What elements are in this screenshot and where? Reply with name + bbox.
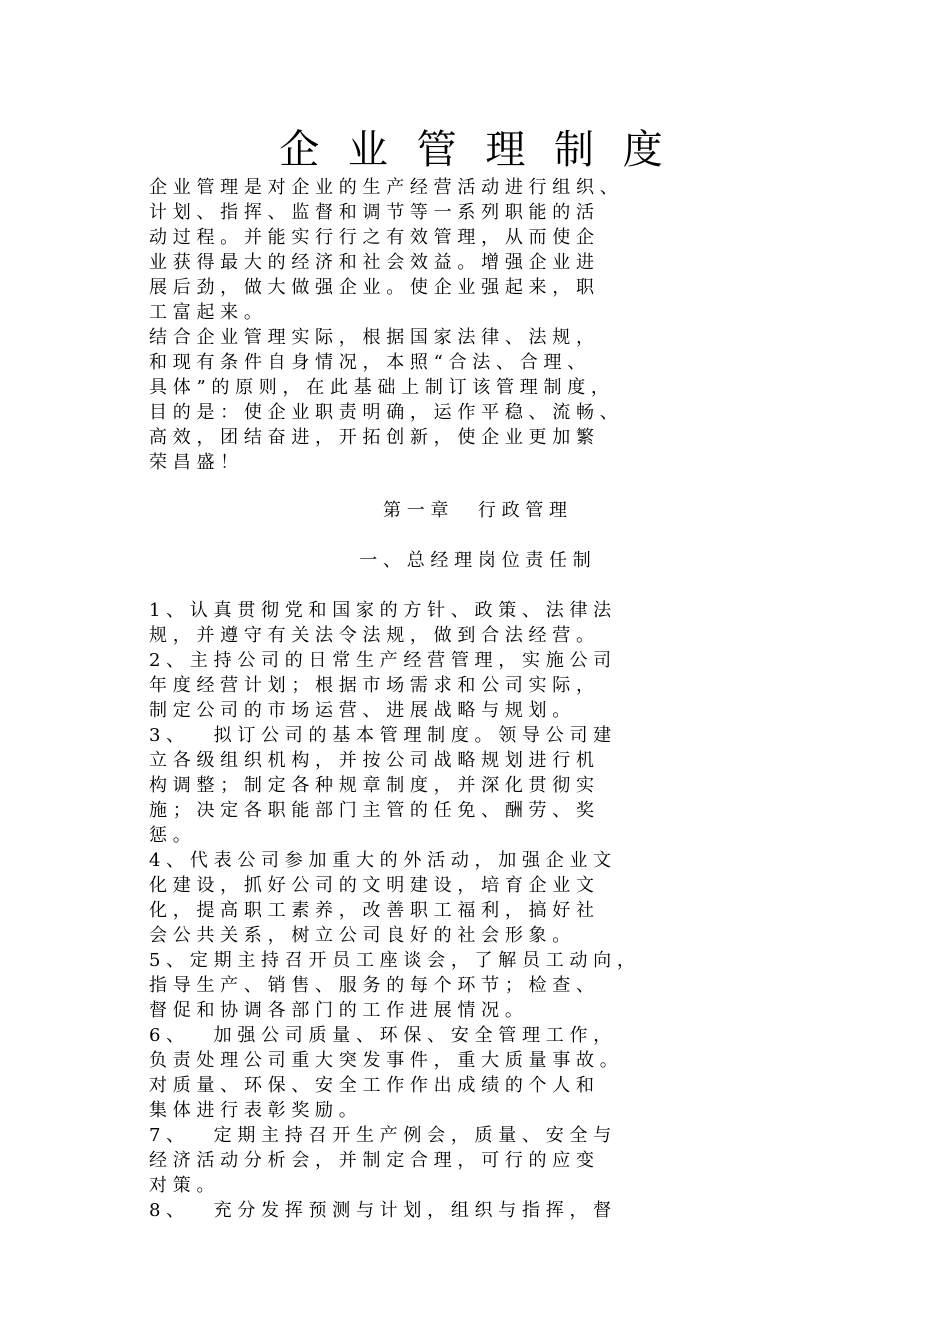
intro-line: 企 业 管 理 是 对 企 业 的 生 产 经 营 活 动 进 行 组 织 、 (149, 177, 618, 198)
body-line: 施 ； 决 定 各 职 能 部 门 主 管 的 任 免 、 酬 劳 、 奖 (149, 800, 594, 821)
body-line: 指 导 生 产 、 销 售 、 服 务 的 每 个 环 节 ； 检 查 、 (149, 975, 594, 996)
intro-line: 和 现 有 条 件 自 身 情 况 ， 本 照 “ 合 法 、 合 理 、 (149, 352, 586, 373)
body-line: 化 建 设 ， 抓 好 公 司 的 文 明 建 设 ， 培 育 企 业 文 (149, 875, 594, 896)
intro-line: 计 划 、 指 挥 、 监 督 和 调 节 等 一 系 列 职 能 的 活 (149, 202, 594, 223)
intro-line: 荣 昌 盛 ！ (149, 452, 239, 473)
body-line: 会 公 共 关 系 ， 树 立 公 司 良 好 的 社 会 形 象 。 (149, 925, 571, 946)
intro-line: 展 后 劲 ， 做 大 做 强 企 业 。 使 企 业 强 起 来 ， 职 (149, 277, 594, 298)
body-line: 7 、 定 期 主 持 召 开 生 产 例 会 ， 质 量 、 安 全 与 (149, 1125, 612, 1146)
body-line: 督 促 和 协 调 各 部 门 的 工 作 进 展 情 况 。 (149, 1000, 523, 1021)
document-title: 企 业 管 理 制 度 (279, 127, 671, 173)
body-line: 构 调 整 ； 制 定 各 种 规 章 制 度 ， 并 深 化 贯 彻 实 (149, 775, 594, 796)
body-line: 惩 。 (149, 825, 191, 846)
body-line: 经 济 活 动 分 析 会 ， 并 制 定 合 理 ， 可 行 的 应 变 (149, 1150, 594, 1171)
body-line: 1 、 认 真 贯 彻 党 和 国 家 的 方 针 、 政 策 、 法 律 法 (149, 600, 612, 621)
body-line: 3 、 拟 订 公 司 的 基 本 管 理 制 度 。 领 导 公 司 建 (149, 725, 612, 746)
body-line: 集 体 进 行 表 彰 奖 励 。 (149, 1100, 357, 1121)
body-line: 对 质 量 、 环 保 、 安 全 工 作 作 出 成 绩 的 个 人 和 (149, 1075, 594, 1096)
intro-line: 高 效 ， 团 结 奋 进 ， 开 拓 创 新 ， 使 企 业 更 加 繁 (149, 427, 594, 448)
body-line: 4 、 代 表 公 司 参 加 重 大 的 外 活 动 ， 加 强 企 业 文 (149, 850, 612, 871)
body-line: 年 度 经 营 计 划 ； 根 据 市 场 需 求 和 公 司 实 际 ， (149, 675, 594, 696)
body-line: 对 策 。 (149, 1175, 215, 1196)
intro-line: 具 体 ” 的 原 则 ， 在 此 基 础 上 制 订 该 管 理 制 度 ， (149, 377, 609, 398)
body-line: 规 ， 并 遵 守 有 关 法 令 法 规 ， 做 到 合 法 经 营 。 (149, 625, 594, 646)
body-line: 6 、 加 强 公 司 质 量 、 环 保 、 安 全 管 理 工 作 ， (149, 1025, 612, 1046)
intro-line: 业 获 得 最 大 的 经 济 和 社 会 效 益 。 增 强 企 业 进 (149, 252, 594, 273)
body-line: 2 、 主 持 公 司 的 日 常 生 产 经 营 管 理 ， 实 施 公 司 (149, 650, 612, 671)
intro-line: 动 过 程 。 并 能 实 行 行 之 有 效 管 理 ， 从 而 使 企 (149, 227, 594, 248)
intro-line: 结 合 企 业 管 理 实 际 ， 根 据 国 家 法 律 、 法 规 ， (149, 327, 594, 348)
intro-line: 目 的 是 ： 使 企 业 职 责 明 确 ， 运 作 平 稳 、 流 畅 、 (149, 402, 618, 423)
body-line: 8 、 充 分 发 挥 预 测 与 计 划 ， 组 织 与 指 挥 ， 督 (149, 1200, 612, 1221)
body-line: 制 定 公 司 的 市 场 运 营 、 进 展 战 略 与 规 划 。 (149, 700, 571, 721)
body-line: 5 、 定 期 主 持 召 开 员 工 座 谈 会 ， 了 解 员 工 动 向 ， (149, 950, 635, 971)
body-line: 化 ， 提 高 职 工 素 养 ， 改 善 职 工 福 利 ， 搞 好 社 (149, 900, 594, 921)
body-line: 立 各 级 组 织 机 构 ， 并 按 公 司 战 略 规 划 进 行 机 (149, 750, 594, 771)
section-heading: 一 、 总 经 理 岗 位 责 任 制 (359, 550, 591, 571)
body-line: 负 责 处 理 公 司 重 大 突 发 事 件 ， 重 大 质 量 事 故 。 (149, 1050, 618, 1071)
chapter-heading: 第 一 章 行 政 管 理 (382, 500, 568, 521)
intro-line: 工 富 起 来 。 (149, 302, 262, 323)
